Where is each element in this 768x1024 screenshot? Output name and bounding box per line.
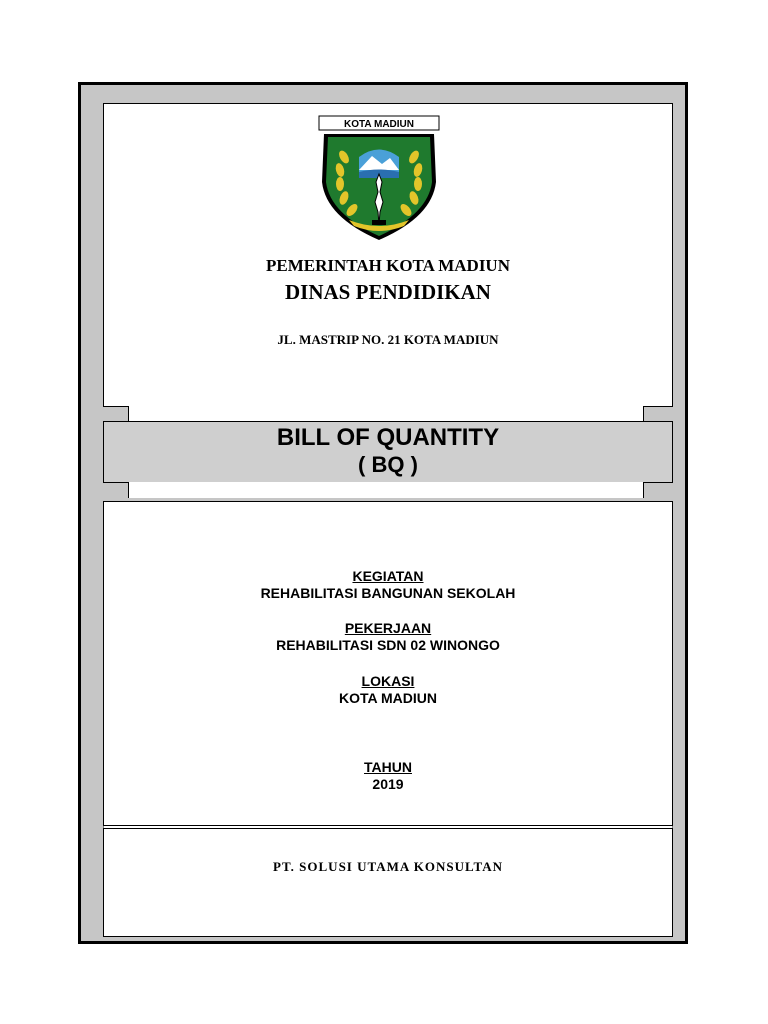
header-panel [103,103,673,407]
connector-top [128,406,644,422]
field-lokasi [104,673,672,707]
field-label: PEKERJAAN [344,620,432,636]
company-name: PT. SOLUSI UTAMA KONSULTAN [273,859,503,874]
emblem-banner-text: KOTA MADIUN [344,119,414,130]
field-label: TAHUN [364,759,412,775]
kota-madiun-emblem-icon [304,112,454,242]
field-label: LOKASI [361,673,415,689]
address: JL. MASTRIP NO. 21 KOTA MADIUN [277,332,499,347]
connector-bottom [128,482,644,498]
field-value: REHABILITASI BANGUNAN SEKOLAH [260,585,516,601]
document-subtitle: ( BQ ) [358,452,418,477]
department-name: DINAS PENDIDIKAN [285,280,491,304]
field-value: KOTA MADIUN [339,690,437,706]
footer-panel [103,825,673,937]
government-name: PEMERINTAH KOTA MADIUN [266,256,510,275]
content-panel [103,501,673,833]
field-value: REHABILITASI SDN 02 WINONGO [276,637,500,653]
field-tahun [104,759,672,793]
field-kegiatan [104,568,672,602]
field-value: 2019 [372,776,404,792]
document-title: BILL OF QUANTITY [276,424,500,451]
title-band [103,421,673,483]
cover-frame [78,82,688,944]
field-pekerjaan [104,620,672,654]
field-label: KEGIATAN [352,568,424,584]
